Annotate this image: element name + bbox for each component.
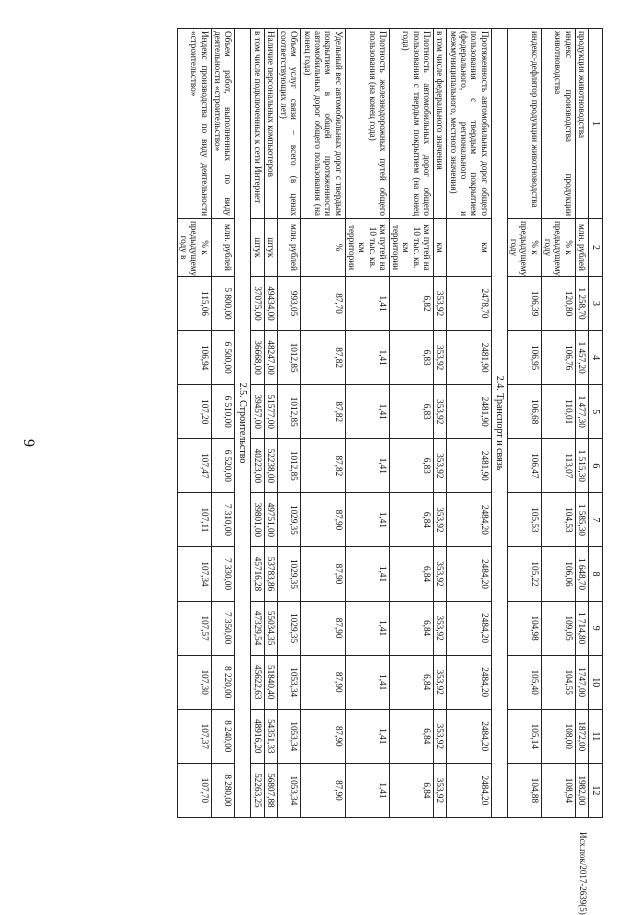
value-cell: 7 330,00 xyxy=(211,547,235,601)
value-cell: 49751,00 xyxy=(264,493,277,547)
value-cell: 1,41 xyxy=(345,655,389,709)
indicator-name: в том числе федерального значения xyxy=(434,29,447,219)
value-cell: 8 280,00 xyxy=(211,763,235,817)
section-title: 2.4. Транспорт и связь xyxy=(491,29,507,818)
value-cell: 87,70 xyxy=(301,277,345,331)
value-cell: 1,41 xyxy=(345,493,389,547)
value-cell: 87,90 xyxy=(301,601,345,655)
value-cell: 1 477,30 xyxy=(575,385,588,439)
unit-cell: млн. рублей xyxy=(575,219,588,277)
value-cell: 1 585,30 xyxy=(575,493,588,547)
value-cell: 104,88 xyxy=(507,763,541,817)
value-cell: 1012,85 xyxy=(277,331,301,385)
unit-cell: % к предыдущему году в xyxy=(177,219,211,277)
value-cell: 105,22 xyxy=(507,547,541,601)
value-cell: 1 714,80 xyxy=(575,601,588,655)
value-cell: 105,53 xyxy=(507,493,541,547)
section-header-row xyxy=(235,29,251,818)
value-cell: 6,84 xyxy=(389,709,433,763)
value-cell: 108,00 xyxy=(541,709,575,763)
value-cell: 40223,00 xyxy=(251,439,264,493)
value-cell: 2484,20 xyxy=(447,763,491,817)
value-cell: 353,92 xyxy=(434,493,447,547)
indicators-table xyxy=(177,28,603,818)
unit-cell: штук xyxy=(264,219,277,277)
value-cell: 104,98 xyxy=(507,601,541,655)
value-cell: 1012,85 xyxy=(277,439,301,493)
value-cell: 1,41 xyxy=(345,385,389,439)
unit-cell: млн. рублей xyxy=(277,219,301,277)
value-cell: 36668,00 xyxy=(251,331,264,385)
indicator-name: индекс-дефлятор продукции животноводства xyxy=(507,29,541,219)
value-cell: 120,80 xyxy=(541,277,575,331)
column-numbers-row xyxy=(588,29,602,818)
section-header-row xyxy=(491,29,507,818)
value-cell: 353,92 xyxy=(434,331,447,385)
value-cell: 6,83 xyxy=(389,439,433,493)
value-cell: 55034,35 xyxy=(264,601,277,655)
value-cell: 353,92 xyxy=(434,601,447,655)
value-cell: 993,05 xyxy=(277,277,301,331)
value-cell: 39801,00 xyxy=(251,493,264,547)
value-cell: 39457,00 xyxy=(251,385,264,439)
value-cell: 6,84 xyxy=(389,547,433,601)
column-number-10: 10 xyxy=(588,655,602,709)
value-cell: 106,39 xyxy=(507,277,541,331)
value-cell: 56807,88 xyxy=(264,763,277,817)
indicator-name: индекс производства продукции животноводства xyxy=(541,29,575,219)
value-cell: 1053,34 xyxy=(277,709,301,763)
value-cell: 45622,63 xyxy=(251,655,264,709)
value-cell: 106,76 xyxy=(541,331,575,385)
table-row xyxy=(447,29,491,818)
table-row xyxy=(177,29,211,818)
value-cell: 1,41 xyxy=(345,601,389,655)
unit-cell: км путей на 10 тыс. кв. км территории xyxy=(389,219,433,277)
value-cell: 107,34 xyxy=(177,547,211,601)
value-cell: 1 457,20 xyxy=(575,331,588,385)
unit-cell: штук xyxy=(251,219,264,277)
column-number-11: 11 xyxy=(588,709,602,763)
value-cell: 45716,28 xyxy=(251,547,264,601)
value-cell: 107,37 xyxy=(177,709,211,763)
section-title: 2.5. Строительство xyxy=(235,29,251,818)
indicator-name: Наличие персональных компьютеров xyxy=(264,29,277,219)
table-body xyxy=(177,29,588,818)
value-cell: 109,05 xyxy=(541,601,575,655)
unit-cell: % xyxy=(301,219,345,277)
value-cell: 107,11 xyxy=(177,493,211,547)
unit-cell: км xyxy=(447,219,491,277)
unit-cell: % к предыдущему году xyxy=(507,219,541,277)
value-cell: 8 240,00 xyxy=(211,709,235,763)
value-cell: 51840,40 xyxy=(264,655,277,709)
value-cell: 54351,33 xyxy=(264,709,277,763)
value-cell: 104,55 xyxy=(541,655,575,709)
indicator-name: Объем услуг связи – всего (в ценах соответствующих лет) xyxy=(277,29,301,219)
column-number-5: 5 xyxy=(588,385,602,439)
indicator-name: Протяженность автомобильных дорог общего пользования с твердым покрытием (федерального, регионального и межмуниципального, местного значения) xyxy=(447,29,491,219)
value-cell: 1747,00 xyxy=(575,655,588,709)
value-cell: 110,01 xyxy=(541,385,575,439)
value-cell: 2484,20 xyxy=(447,655,491,709)
value-cell: 106,06 xyxy=(541,547,575,601)
value-cell: 107,20 xyxy=(177,385,211,439)
value-cell: 87,82 xyxy=(301,385,345,439)
value-cell: 1,41 xyxy=(345,277,389,331)
unit-cell: млн. рублей xyxy=(211,219,235,277)
value-cell: 6 500,00 xyxy=(211,331,235,385)
value-cell: 52263,25 xyxy=(251,763,264,817)
value-cell: 107,57 xyxy=(177,601,211,655)
value-cell: 6,83 xyxy=(389,385,433,439)
table-row xyxy=(211,29,235,818)
value-cell: 48916,20 xyxy=(251,709,264,763)
value-cell: 108,94 xyxy=(541,763,575,817)
column-number-7: 7 xyxy=(588,493,602,547)
page-number: 9 xyxy=(20,439,37,447)
value-cell: 37075,00 xyxy=(251,277,264,331)
value-cell: 2484,20 xyxy=(447,547,491,601)
value-cell: 48247,00 xyxy=(264,331,277,385)
value-cell: 1 515,30 xyxy=(575,439,588,493)
value-cell: 1 258,70 xyxy=(575,277,588,331)
value-cell: 6,84 xyxy=(389,763,433,817)
value-cell: 6 510,00 xyxy=(211,385,235,439)
value-cell: 1,41 xyxy=(345,439,389,493)
value-cell: 106,68 xyxy=(507,385,541,439)
column-number-1: 1 xyxy=(588,29,602,219)
value-cell: 1 648,70 xyxy=(575,547,588,601)
value-cell: 47329,54 xyxy=(251,601,264,655)
value-cell: 105,14 xyxy=(507,709,541,763)
table-row xyxy=(541,29,575,818)
table-row xyxy=(251,29,264,818)
value-cell: 2484,20 xyxy=(447,709,491,763)
value-cell: 1029,35 xyxy=(277,493,301,547)
indicator-name: Плотность автомобильных дорог общего пользования с твердым покрытием (на конец года) xyxy=(389,29,433,219)
value-cell: 1,41 xyxy=(345,763,389,817)
value-cell: 115,06 xyxy=(177,277,211,331)
column-number-2: 2 xyxy=(588,219,602,277)
indicator-name: в том числе подключенных к сети Интернет xyxy=(251,29,264,219)
value-cell: 1053,34 xyxy=(277,655,301,709)
value-cell: 2481,90 xyxy=(447,439,491,493)
column-number-6: 6 xyxy=(588,439,602,493)
value-cell: 6,84 xyxy=(389,655,433,709)
value-cell: 353,92 xyxy=(434,709,447,763)
value-cell: 2481,90 xyxy=(447,331,491,385)
value-cell: 2484,20 xyxy=(447,601,491,655)
indicator-name: Индекс производства по виду деятельности «строительство» xyxy=(177,29,211,219)
unit-cell: % к предыдущему году xyxy=(541,219,575,277)
value-cell: 106,94 xyxy=(177,331,211,385)
value-cell: 49434,00 xyxy=(264,277,277,331)
value-cell: 107,70 xyxy=(177,763,211,817)
table-row xyxy=(345,29,389,818)
value-cell: 1029,35 xyxy=(277,601,301,655)
value-cell: 1872,00 xyxy=(575,709,588,763)
value-cell: 8 220,00 xyxy=(211,655,235,709)
value-cell: 52238,00 xyxy=(264,439,277,493)
value-cell: 1053,34 xyxy=(277,763,301,817)
unit-cell: км путей на 10 тыс. кв. км территории xyxy=(345,219,389,277)
value-cell: 1982,00 xyxy=(575,763,588,817)
value-cell: 1029,35 xyxy=(277,547,301,601)
table-row xyxy=(575,29,588,818)
value-cell: 104,53 xyxy=(541,493,575,547)
value-cell: 87,90 xyxy=(301,655,345,709)
value-cell: 6 520,00 xyxy=(211,439,235,493)
value-cell: 353,92 xyxy=(434,763,447,817)
rotated-table-container xyxy=(75,28,603,818)
value-cell: 87,90 xyxy=(301,493,345,547)
value-cell: 51577,00 xyxy=(264,385,277,439)
value-cell: 1012,85 xyxy=(277,385,301,439)
indicator-name: продукция животноводства xyxy=(575,29,588,219)
indicator-name: Удельный вес автомобильных дорог с твердым покрытием в общей протяженности автомобильных дорог общего пользования (на конец года) xyxy=(301,29,345,219)
column-number-3: 3 xyxy=(588,277,602,331)
value-cell: 7 350,00 xyxy=(211,601,235,655)
table-row xyxy=(389,29,433,818)
value-cell: 353,92 xyxy=(434,277,447,331)
column-number-8: 8 xyxy=(588,547,602,601)
value-cell: 6,82 xyxy=(389,277,433,331)
value-cell: 106,95 xyxy=(507,331,541,385)
value-cell: 353,92 xyxy=(434,655,447,709)
column-number-12: 12 xyxy=(588,763,602,817)
value-cell: 87,90 xyxy=(301,547,345,601)
column-number-9: 9 xyxy=(588,601,602,655)
value-cell: 53783,86 xyxy=(264,547,277,601)
value-cell: 353,92 xyxy=(434,385,447,439)
value-cell: 113,07 xyxy=(541,439,575,493)
value-cell: 106,47 xyxy=(507,439,541,493)
value-cell: 87,82 xyxy=(301,331,345,385)
value-cell: 2478,70 xyxy=(447,277,491,331)
value-cell: 87,82 xyxy=(301,439,345,493)
table-row xyxy=(507,29,541,818)
value-cell: 353,92 xyxy=(434,439,447,493)
table-row xyxy=(434,29,447,818)
document-code: Исх.пок/2017-2639(5) xyxy=(578,832,588,915)
value-cell: 1,41 xyxy=(345,547,389,601)
value-cell: 2481,90 xyxy=(447,385,491,439)
value-cell: 1,41 xyxy=(345,331,389,385)
value-cell: 2484,20 xyxy=(447,493,491,547)
unit-cell: км xyxy=(434,219,447,277)
value-cell: 5 800,00 xyxy=(211,277,235,331)
value-cell: 1,41 xyxy=(345,709,389,763)
table-row xyxy=(264,29,277,818)
column-number-4: 4 xyxy=(588,331,602,385)
value-cell: 87,90 xyxy=(301,763,345,817)
value-cell: 7 310,00 xyxy=(211,493,235,547)
value-cell: 6,84 xyxy=(389,493,433,547)
value-cell: 107,47 xyxy=(177,439,211,493)
value-cell: 6,83 xyxy=(389,331,433,385)
table-row xyxy=(277,29,301,818)
value-cell: 107,30 xyxy=(177,655,211,709)
table-row xyxy=(301,29,345,818)
value-cell: 87,90 xyxy=(301,709,345,763)
indicator-name: Плотность железнодорожных путей общего пользования (на конец года) xyxy=(345,29,389,219)
indicator-name: Объем работ, выполненных по виду деятельности «строительство» xyxy=(211,29,235,219)
value-cell: 6,84 xyxy=(389,601,433,655)
value-cell: 353,92 xyxy=(434,547,447,601)
value-cell: 105,40 xyxy=(507,655,541,709)
